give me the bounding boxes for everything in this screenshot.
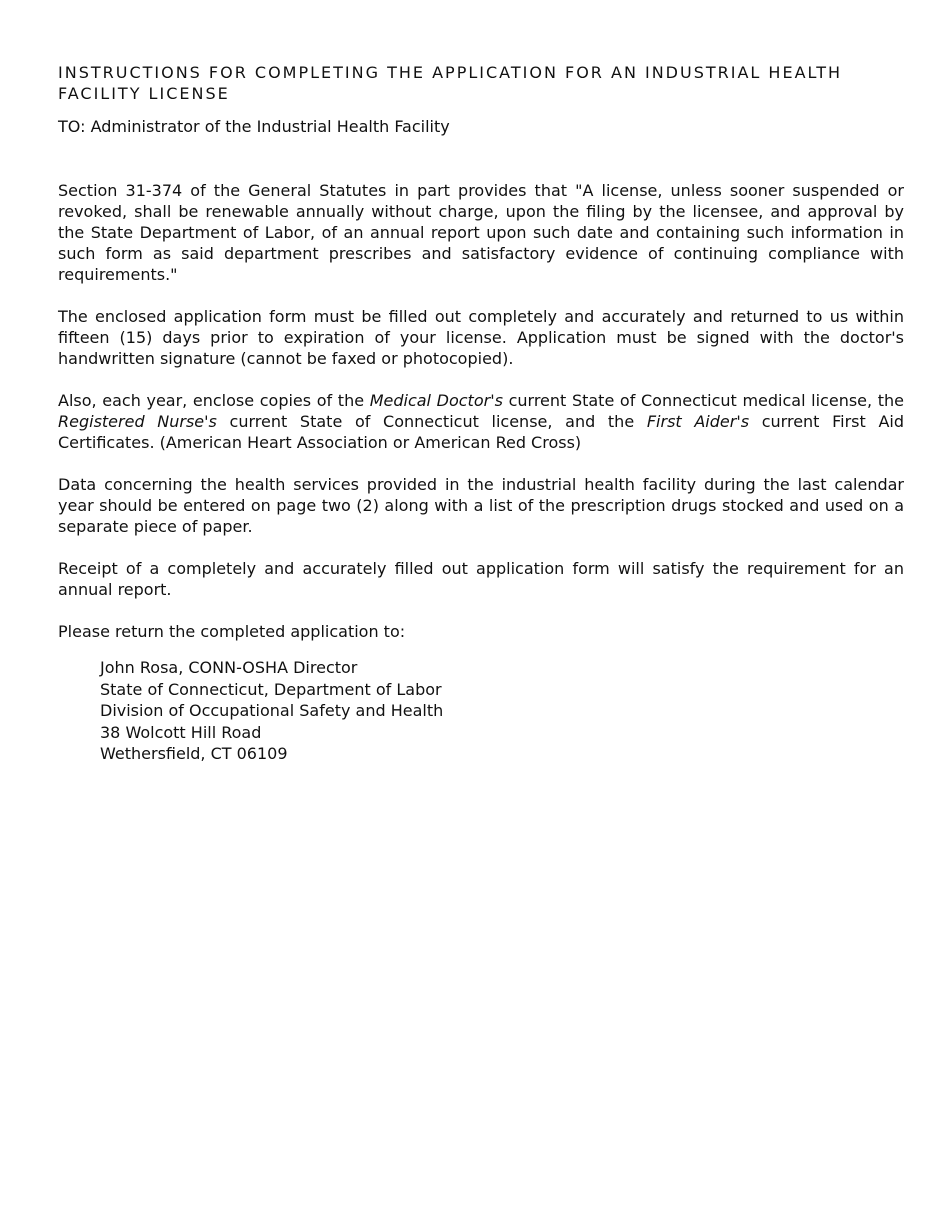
health-data-paragraph: Data concerning the health services provided in the industrial health facility during the last calendar year should be entered on page two (2) along with a list of the prescription drugs stocked and used on a separate piece of paper. xyxy=(58,475,904,536)
address-line: Division of Occupational Safety and Health xyxy=(100,701,444,720)
license-copies-text-1: Also, each year, enclose copies of the xyxy=(58,391,370,410)
address-line: Wethersfield, CT 06109 xyxy=(100,744,288,763)
license-copies-text-3: current State of Connecticut license, and the xyxy=(216,412,647,431)
return-instruction: Please return the completed application to: xyxy=(58,622,406,641)
filing-paragraph: The enclosed application form must be filled out completely and accurately and returned to us within fifteen (15) days prior to expiration of your license. Application must be signed with the doctor's handwritten signature (cannot be faxed or photocopied). xyxy=(58,307,904,368)
address-line: John Rosa, CONN-OSHA Director xyxy=(100,658,358,677)
receipt-paragraph: Receipt of a completely and accurately filled out application form will satisfy the requirement for an annual report. xyxy=(58,559,904,599)
license-copies-text-4: current First Aid Certificates. (American Heart Association or American Red Cross) xyxy=(58,412,905,452)
document-title: INSTRUCTIONS FOR COMPLETING THE APPLICATION FOR AN INDUSTRIAL HEALTH FACILITY LICENSE xyxy=(58,63,843,103)
statute-paragraph: Section 31-374 of the General Statutes in part provides that "A license, unless sooner suspended or revoked, shall be renewable annually without charge, upon the filing by the licensee, and approval by the State Department of Labor, of an annual report upon such date and containing such information in such form as said department prescribes and satisfactory evidence of continuing compliance with requirements." xyxy=(58,181,904,284)
address-line: State of Connecticut, Department of Labor xyxy=(100,679,442,699)
address-line: 38 Wolcott Hill Road xyxy=(100,722,262,742)
registered-nurse-emphasis: Registered Nurse's xyxy=(58,412,217,431)
medical-doctor-emphasis: Medical Doctor's xyxy=(369,391,503,410)
first-aider-emphasis: First Aider's xyxy=(646,412,750,431)
mailing-address xyxy=(100,657,904,765)
document-page xyxy=(58,62,904,765)
license-copies-paragraph xyxy=(58,390,904,453)
license-copies-text-2: current State of Connecticut medical license, the xyxy=(502,391,905,410)
addressee-line: TO: Administrator of the Industrial Health Facility xyxy=(58,117,450,136)
